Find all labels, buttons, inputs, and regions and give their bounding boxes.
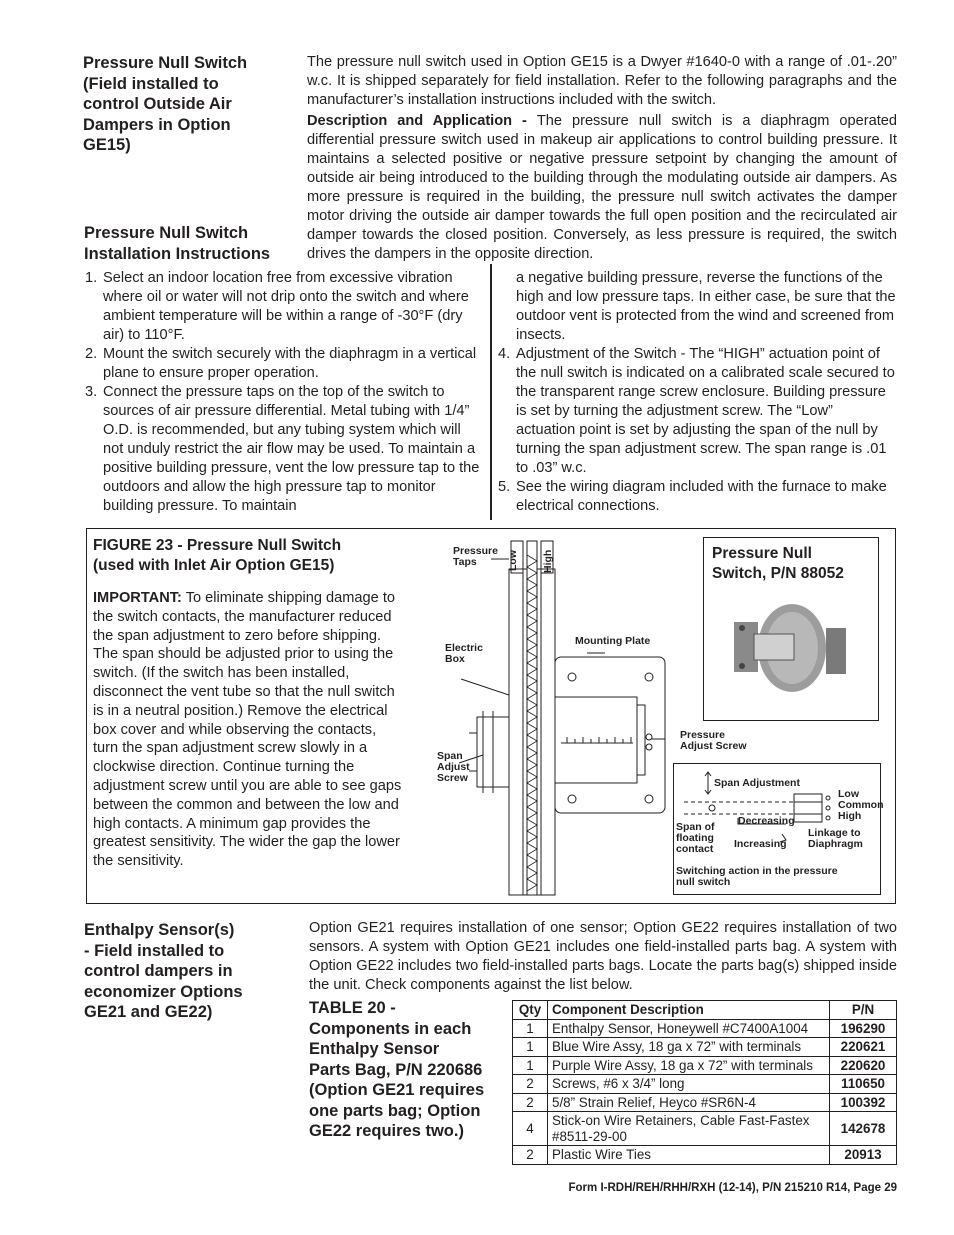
list-item: a negative building pressure, reverse the functions of the high and low pressure taps. In either case, be sure that the outdoor vent is protected from the wind and screened from insects. — [516, 270, 896, 343]
list-item: 5. See the wiring diagram included with the furnace to make electrical connections. — [498, 479, 887, 514]
description-label: Description and Application - — [307, 113, 537, 129]
figure-23 — [86, 528, 896, 904]
components-table — [512, 1000, 897, 1165]
table-row: 2 Screws, #6 x 3/4” long 110650 — [513, 1075, 897, 1094]
photo-caption: Pressure Null Switch, P/N 88052 — [712, 545, 844, 582]
section1-intro: The pressure null switch used in Option GE15 is a Dwyer #1640-0 with a range of .01-.20” w.c. It is shipped separately for field installation. Refer to the following paragraphs and the manufacturer’s installation instructions included with the switch. — [307, 54, 897, 108]
list-item: 4. Adjustment of the Switch - The “HIGH” actuation point of the null switch is indicated on a calibrated scale secured to the transparent range screw enclosure. Building pressure is set by turning the adjustment screw. The “Low” actuation point is set by adjusting the span of the null by turning the span adjustment screw. The span range is .01 to .03” w.c. — [498, 346, 895, 476]
important-label: IMPORTANT: — [93, 590, 182, 606]
switch-photo — [724, 598, 854, 708]
install-steps-right — [498, 269, 896, 516]
pressure-null-switch-drawing — [427, 535, 687, 897]
list-item: 2. Mount the switch securely with the diaphragm in a vertical plane to ensure proper operation. — [85, 346, 477, 381]
table-row: 2 5/8” Strain Relief, Heyco #SR6N-4 100392 — [513, 1093, 897, 1112]
table-header-row — [513, 1001, 897, 1020]
label-electric-box: Electric Box — [445, 642, 483, 665]
table-row: 4 Stick-on Wire Retainers, Cable Fast-Fastex #8511-29-00 142678 — [513, 1112, 897, 1146]
table-row: 2 Plastic Wire Ties 20913 — [513, 1146, 897, 1165]
label-pressure-taps: Pressure Taps — [453, 545, 498, 568]
col-header-description: Component Description — [548, 1001, 830, 1020]
label-span-floating-contact: Span of floating contact — [676, 821, 715, 855]
page-footer: Form I-RDH/REH/RHH/RXH (12-14), P/N 215210 R14, Page 29 — [568, 1182, 897, 1194]
label-low-contact: Low — [838, 788, 859, 800]
col-header-qty: Qty — [513, 1001, 548, 1020]
table-row: 1 Purple Wire Assy, 18 ga x 72” with terminals 220620 — [513, 1056, 897, 1075]
important-note: IMPORTANT: To eliminate shipping damage to the switch contacts, the manufacturer reduced the span adjustment to zero before shipping. The span should be adjusted prior to using the switch. (If the switch has been installed, disconnect the vent tube so that the null switch is in a neutral position.) Remove the electrical box cover and while observing the contacts, turn the span adjustment screw slowly in a clockwise direction. Continue turning the adjustment screw until you are able to see gaps between the common and between the low and high contacts. A minimum gap provides the greatest sensitivity. The wider the gap the lower the sensitivity. — [93, 590, 402, 870]
table-row: 1 Enthalpy Sensor, Honeywell #C7400A1004 196290 — [513, 1019, 897, 1038]
label-pressure-adjust-screw: Pressure Adjust Screw — [680, 729, 747, 752]
label-decreasing: Decreasing — [738, 815, 795, 827]
col-header-pn: P/N — [830, 1001, 897, 1020]
label-high-contact: High — [838, 810, 862, 822]
photo-panel — [703, 537, 879, 721]
label-span-adjustment: Span Adjustment — [714, 777, 800, 789]
label-low: Low — [507, 550, 519, 571]
section-heading-pressure-null-switch: Pressure Null Switch (Field installed to control Outside Air Dampers in Option GE15) — [83, 54, 248, 154]
label-common-contact: Common — [838, 799, 884, 811]
table-row: 1 Blue Wire Assy, 18 ga x 72” with terminals 220621 — [513, 1038, 897, 1057]
figure-title: FIGURE 23 - Pressure Null Switch (used with Inlet Air Option GE15) — [93, 537, 342, 574]
switching-caption: Switching action in the pressure null switch — [676, 865, 838, 888]
label-span-adjust-screw: Span Adjust Screw — [437, 750, 470, 784]
list-item: 3. Connect the pressure taps on the top of the switch to sources of air pressure differential. Metal tubing with 1/4” O.D. is recommended, but any tubing system which will not unduly restrict the air flow may be used. To maintain a positive building pressure, vent the low pressure tap to the outdoors and allow the high pressure tap to monitor building pressure. To maintain — [85, 384, 480, 514]
label-mounting-plate: Mounting Plate — [575, 635, 651, 647]
column-divider — [490, 264, 492, 520]
section-heading-installation-instructions: Pressure Null Switch Installation Instructions — [84, 224, 271, 263]
section1-description: Description and Application - The pressure null switch is a diaphragm operated differential pressure switch used in makeup air applications to control building pressure. It maintains a selected positive or negative pressure setpoint by changing the amount of outside air being introduced to the building through the modulating outside air dampers. As more pressure is required in the building, the pressure null switch activates the damper motor driving the outside air damper towards the full open position and the recirculated air damper towards the closed position. Conversely, as less pressure is required, the switch drives the dampers in the opposite direction. — [307, 113, 898, 262]
section-heading-enthalpy-sensor: Enthalpy Sensor(s) - Field installed to control dampers in economizer Options GE21 and GE22) — [84, 921, 243, 1021]
label-linkage: Linkage to Diaphragm — [808, 827, 863, 850]
install-steps-left — [85, 269, 484, 516]
list-item: 1. Select an indoor location free from excessive vibration where oil or water will not drip onto the switch and where ambient temperature will be within a range of -30°F (dry air) to 110°F. — [85, 270, 469, 343]
section3-intro: Option GE21 requires installation of one sensor; Option GE22 requires installation of two sensors. A system with Option GE21 includes one field-installed parts bag. A system with Option GE22 includes two field-installed parts bags. Locate the parts bag(s) shipped inside the unit. Check components against the list below. — [309, 920, 897, 993]
label-high: High — [542, 549, 554, 573]
table-20-title: TABLE 20 - Components in each Enthalpy Sensor Parts Bag, P/N 220686 (Option GE21 requires one parts bag; Option GE22 requires two.) — [309, 999, 485, 1140]
label-increasing: Increasing — [734, 838, 787, 850]
switching-action-panel — [673, 763, 884, 895]
